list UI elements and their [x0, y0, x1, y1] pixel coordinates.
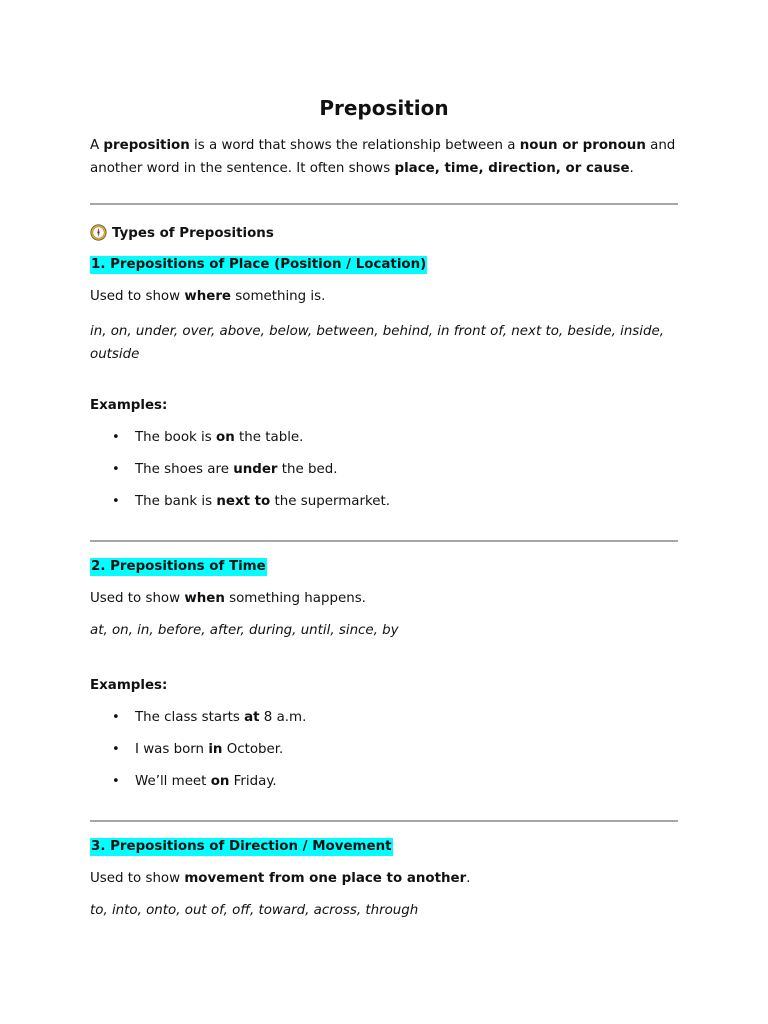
- example-preposition: next to: [216, 494, 271, 509]
- text: Used to show: [90, 871, 185, 886]
- example-text: The shoes are: [135, 462, 234, 477]
- examples-label: Examples:: [90, 398, 168, 413]
- example-text: The bank is: [135, 494, 217, 509]
- section-divider: [90, 203, 678, 205]
- intro-term: noun or pronoun: [519, 138, 646, 153]
- highlighted-heading: 3. Prepositions of Direction / Movement: [91, 839, 392, 854]
- example-text: We’ll meet: [135, 774, 211, 789]
- bullet: •: [112, 742, 120, 757]
- example-text: The book is: [135, 430, 217, 445]
- preposition-list-time: at, on, in, before, after, during, until, since, by: [90, 623, 399, 638]
- list-item: [135, 494, 390, 509]
- example-preposition: under: [233, 462, 278, 477]
- compass-icon: [90, 224, 107, 241]
- example-preposition: at: [244, 710, 260, 725]
- examples-label: Examples:: [90, 678, 168, 693]
- list-item: [135, 710, 306, 725]
- bullet: •: [112, 710, 120, 725]
- section-divider: [90, 540, 678, 542]
- text: something is.: [231, 289, 326, 304]
- example-text: the table.: [234, 430, 304, 445]
- used-to-show-time: [90, 591, 366, 606]
- intro-term: place, time, direction, or cause: [394, 161, 630, 176]
- example-preposition: in: [208, 742, 223, 757]
- list-item: [135, 462, 338, 477]
- list-item: [135, 742, 283, 757]
- bold-term: where: [184, 289, 232, 304]
- example-preposition: on: [216, 430, 235, 445]
- text: Used to show: [90, 289, 185, 304]
- example-text: Friday.: [229, 774, 277, 789]
- highlighted-heading: 1. Prepositions of Place (Position / Location): [91, 257, 427, 272]
- example-text: I was born: [135, 742, 209, 757]
- example-preposition: on: [210, 774, 230, 789]
- section-heading-time: [90, 559, 267, 574]
- list-line: in, on, under, over, above, below, between, behind, in front of, next to, beside, inside,: [90, 324, 665, 339]
- page-title: Preposition: [319, 96, 449, 120]
- list-line: outside: [90, 347, 140, 362]
- section-divider: [90, 820, 678, 822]
- example-text: the bed.: [277, 462, 338, 477]
- example-text: October.: [222, 742, 284, 757]
- intro-text: is a word that shows the relationship between a: [189, 138, 520, 153]
- preposition-list-direction: to, into, onto, out of, off, toward, across, through: [90, 903, 419, 918]
- intro-text: another word in the sentence. It often shows: [90, 161, 395, 176]
- text: Used to show: [90, 591, 185, 606]
- section-heading-place: [90, 257, 427, 272]
- bold-term: when: [184, 591, 225, 606]
- used-to-show-direction: [90, 871, 470, 886]
- bold-term: movement from one place to another: [184, 871, 467, 886]
- bullet: •: [112, 774, 120, 789]
- used-to-show-place: [90, 289, 325, 304]
- preposition-list-place: [90, 320, 690, 366]
- text: .: [466, 871, 471, 886]
- intro-text: .: [629, 161, 634, 176]
- example-text: 8 a.m.: [259, 710, 307, 725]
- types-heading: [90, 224, 274, 241]
- intro-text: A: [90, 138, 104, 153]
- text: something happens.: [224, 591, 366, 606]
- bullet: •: [112, 462, 120, 477]
- example-text: the supermarket.: [270, 494, 390, 509]
- example-text: The class starts: [135, 710, 245, 725]
- list-item: [135, 430, 303, 445]
- bullet: •: [112, 430, 120, 445]
- bullet: •: [112, 494, 120, 509]
- intro-term: preposition: [103, 138, 190, 153]
- intro-text: and: [645, 138, 676, 153]
- types-heading-text: Types of Prepositions: [112, 226, 274, 241]
- section-heading-direction: [90, 839, 393, 854]
- intro-paragraph: [90, 134, 690, 180]
- highlighted-heading: 2. Prepositions of Time: [91, 559, 266, 574]
- list-item: [135, 774, 277, 789]
